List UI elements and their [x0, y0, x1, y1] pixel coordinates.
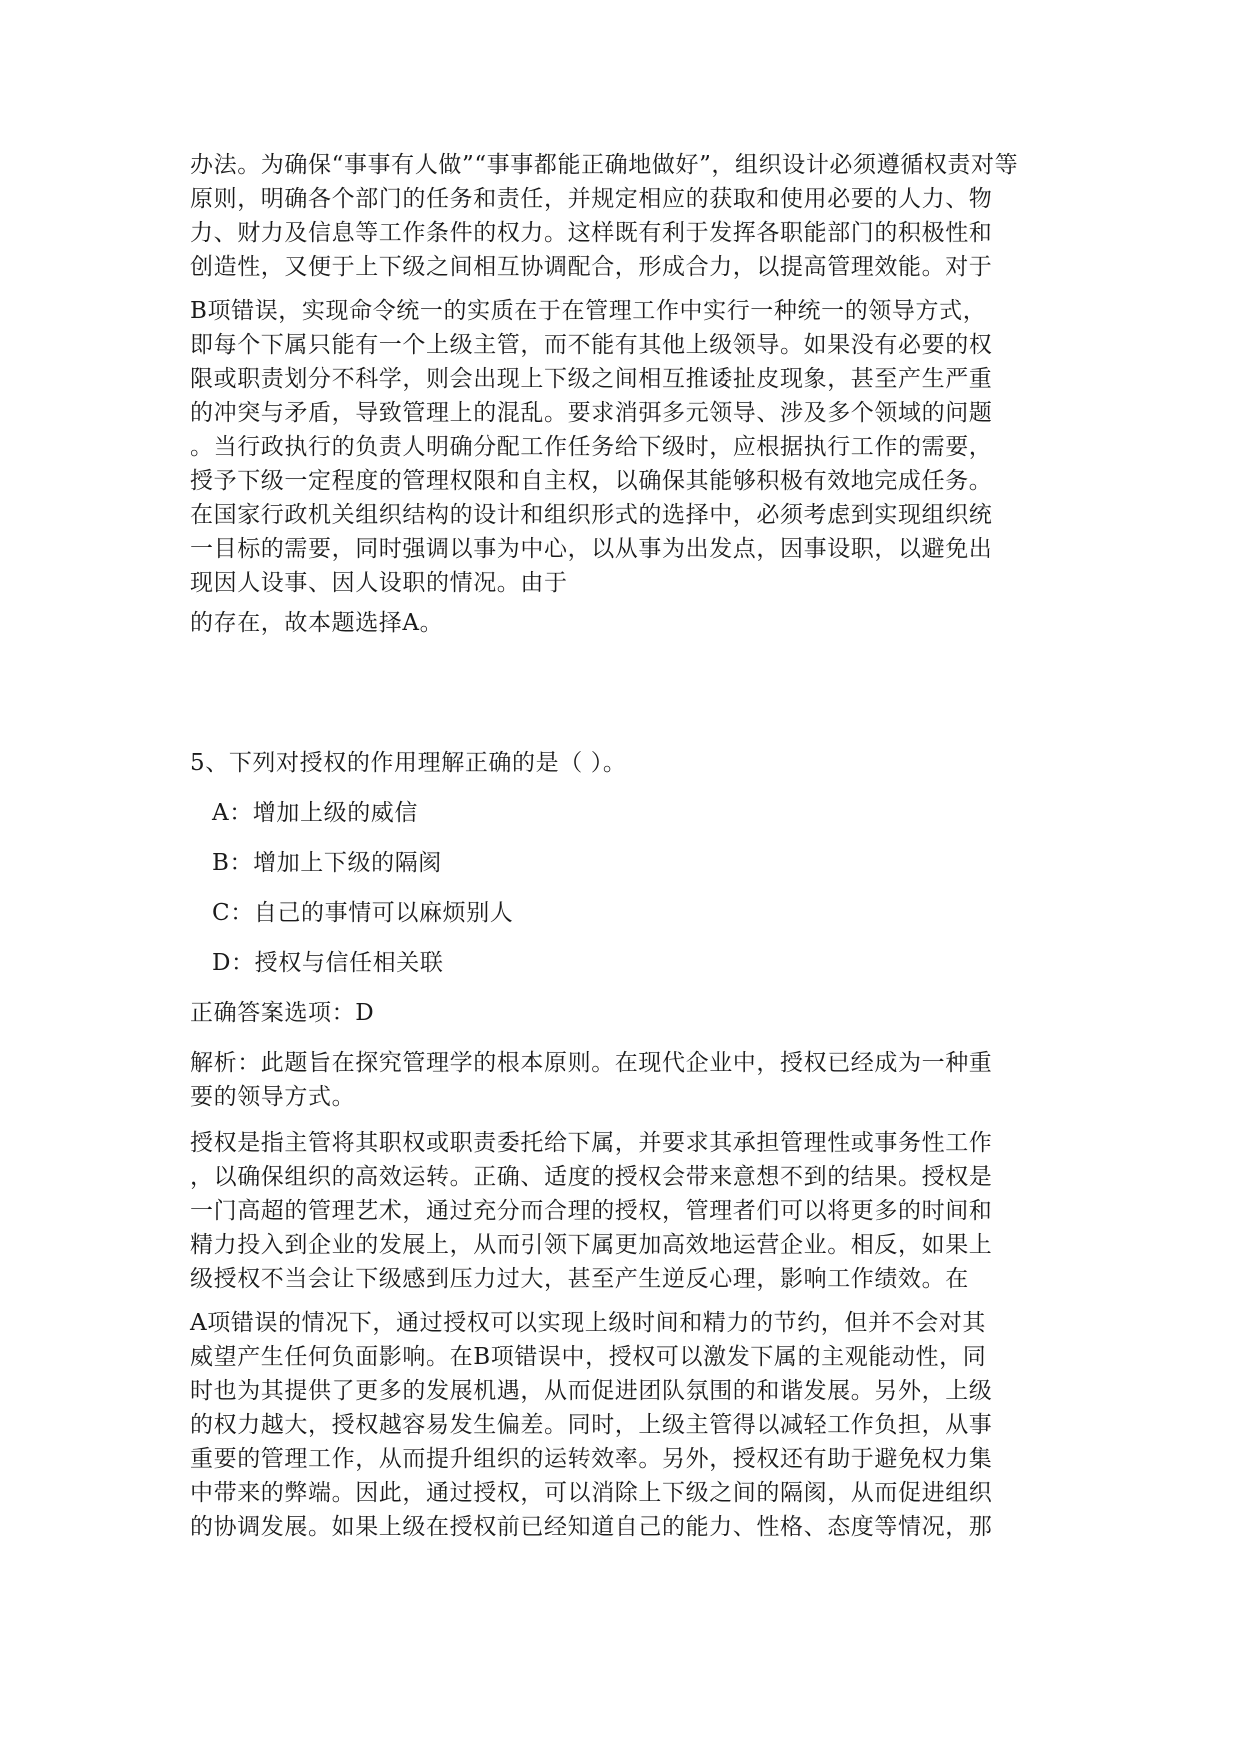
option-d: D：授权与信任相关联	[212, 950, 444, 976]
paragraph-option-analysis: A项错误的情况下，通过授权可以实现上级时间和精力的节约，但并不会对其 威望产生任何负面影响。在B项错误中，授权可以激发下属的主观能动性，同 时也为其提供了更多的发展机遇，从而促进团队氛围的和谐发展。另外，上级 的权力越大，授权越容易发生偏差。同时，上级主管得以减轻工作负担，从事 重要的管理工作，从而提升组织的运转效率。另外，授权还有助于避免权力集 中带来的弊端。因此，通过授权，可以消除上下级之间的隔阂，从而促进组织 的协调发展。如果上级在授权前已经知道自己的能力、性格、态度等情况，那	[190, 1310, 993, 1540]
option-a: A：增加上级的威信	[212, 800, 419, 826]
paragraph-conclusion: 的存在，故本题选择A。	[190, 610, 444, 636]
option-c: C：自己的事情可以麻烦别人	[212, 900, 514, 926]
paragraph-analysis-intro: 解析：此题旨在探究管理学的根本原则。在现代企业中，授权已经成为一种重 要的领导方式。	[190, 1050, 993, 1110]
paragraph-delegation-definition: 授权是指主管将其职权或职责委托给下属，并要求其承担管理性或事务性工作 ，以确保组织的高效运转。正确、适度的授权会带来意想不到的结果。授权是 一门高超的管理艺术，通过充分而合理的授权，管理者们可以将更多的时间和 精力投入到企业的发展上，从而引领下属更加高效地运营企业。相反，如果上 级授权不当会让下级感到压力过大，甚至产生逆反心理，影响工作绩效。在	[190, 1130, 993, 1292]
correct-answer: 正确答案选项：D	[190, 1000, 375, 1026]
paragraph-organization-design: 办法。为确保“事事有人做”“事事都能正确地做好”，组织设计必须遵循权责对等 原则，明确各个部门的任务和责任，并规定相应的获取和使用必要的人力、物 力、财力及信息等工作条件的权力。这样既有利于发挥各职能部门的积极性和 创造性，又便于上下级之间相互协调配合，形成合力，以提高管理效能。对于	[190, 152, 1019, 280]
question-title: 5、下列对授权的作用理解正确的是（ ）。	[190, 750, 627, 776]
option-b: B：增加上下级的隔阂	[212, 850, 442, 876]
paragraph-option-b-explanation: B项错误，实现命令统一的实质在于在管理工作中实行一种统一的领导方式， 即每个下属只能有一个上级主管，而不能有其他上级领导。如果没有必要的权 限或职责划分不科学，则会出现上下级之间相互推诿扯皮现象，甚至产生严重 的冲突与矛盾，导致管理上的混乱。要求消弭多元领导、涉及多个领域的问题 。当行政执行的负责人明确分配工作任务给下级时，应根据执行工作的需要， 授予下级一定程度的管理权限和自主权，以确保其能够积极有效地完成任务。 在国家行政机关组织结构的设计和组织形式的选择中，必须考虑到实现组织统 一目标的需要，同时强调以事为中心，以从事为出发点，因事设职，以避免出 现因人设事、因人设职的情况。由于	[190, 298, 993, 596]
